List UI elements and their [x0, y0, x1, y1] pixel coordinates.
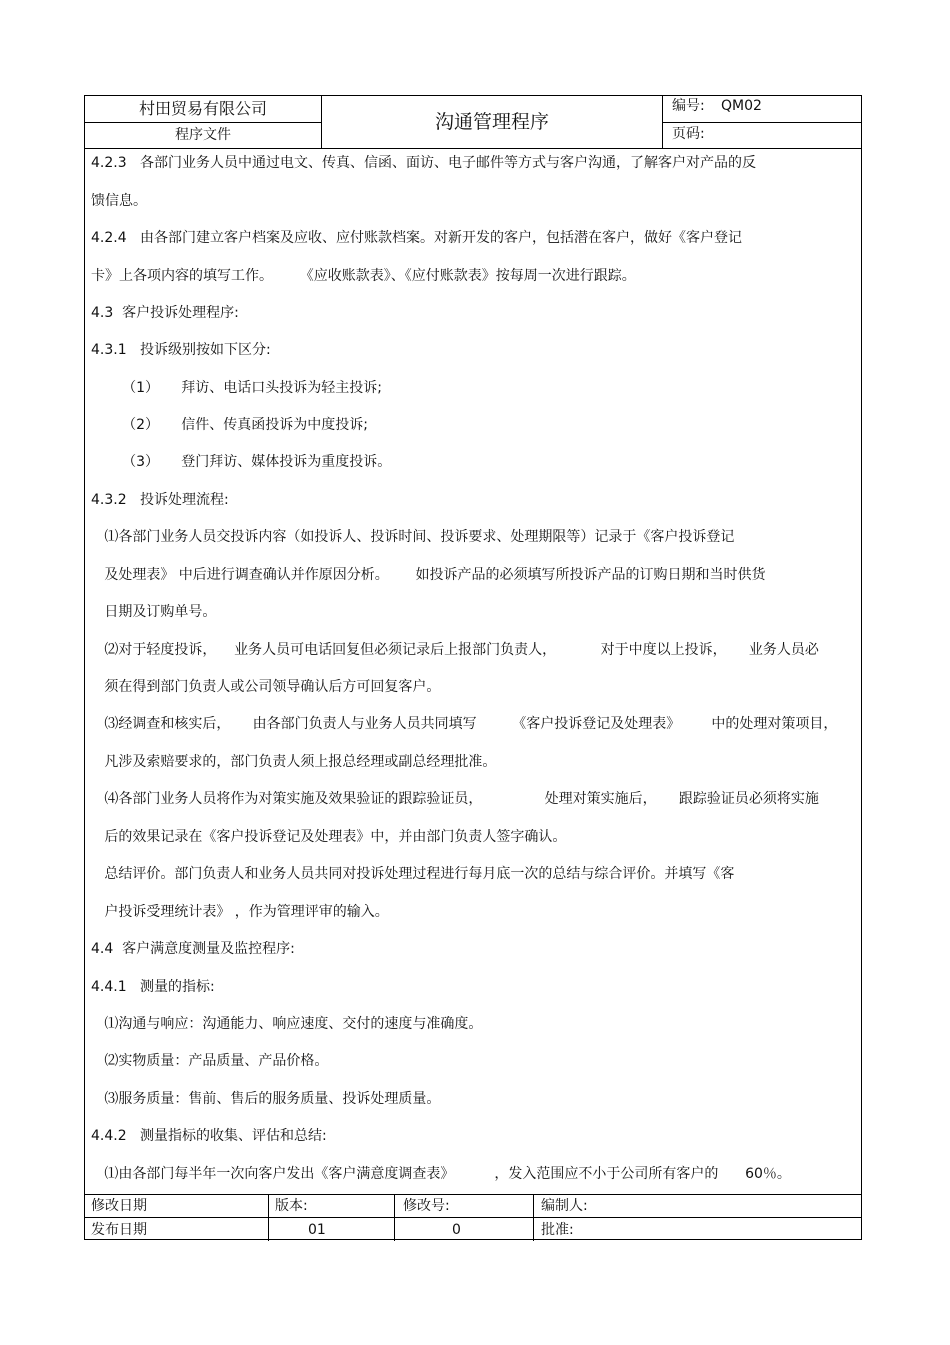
- body-line: ⑴各部门业务人员交投诉内容（如投诉人、投诉时间、投诉要求、处理期限等）记录于《客户投诉登记: [91, 529, 735, 545]
- body-line: 4.2.4 由各部门建立客户档案及应收、应付账款档案。对新开发的客户，包括潜在客户，做好《客户登记: [91, 230, 742, 246]
- body-line: 4.3.2 投诉处理流程:: [91, 492, 229, 508]
- document-header: [85, 96, 861, 149]
- editor-label: 编制人:: [541, 1198, 588, 1214]
- body-line: 后的效果记录在《客户投诉登记及处理表》中，并由部门负责人签字确认。: [91, 829, 567, 845]
- body-line: 卡》上各项内容的填写工作。 《应收账款表》、《应付账款表》按每周一次进行跟踪。: [91, 268, 636, 284]
- body-line: 4.4.1 测量的指标:: [91, 979, 215, 995]
- body-line: 4.4 客户满意度测量及监控程序:: [91, 941, 295, 957]
- code-value: QM02: [721, 98, 762, 114]
- body-line: ⑵对于轻度投诉， 业务人员可电话回复但必须记录后上报部门负责人， 对于中度以上投诉， 业务人员必: [91, 642, 819, 658]
- body-line: 户投诉受理统计表》 ，作为管理评审的输入。: [91, 904, 389, 920]
- code-label: 编号:: [672, 98, 705, 114]
- rev-value: 0: [452, 1222, 461, 1238]
- body-line: 4.4.2 测量指标的收集、评估和总结:: [91, 1128, 327, 1144]
- doc-type: 程序文件: [175, 127, 231, 143]
- rev-label: 修改号:: [403, 1198, 450, 1214]
- body-line: 及处理表》 中后进行调查确认并作原因分析。 如投诉产品的必须填写所投诉产品的订购日期和当时供货: [91, 567, 766, 583]
- document-footer: [85, 1194, 861, 1241]
- body-line: 4.3.1 投诉级别按如下区分:: [91, 342, 271, 358]
- body-line: ⑴由各部门每半年一次向客户发出《客户满意度调查表》 ，发入范围应不小于公司所有客户的 60％。: [91, 1166, 791, 1182]
- body-line: ⑶经调查和核实后， 由各部门负责人与业务人员共同填写 《客户投诉登记及处理表》 中的处理对策项目，: [91, 716, 838, 732]
- pub-date-label: 发布日期: [91, 1222, 147, 1238]
- body-line: 馈信息。: [91, 193, 147, 209]
- body-line: ⑶服务质量：售前、售后的服务质量、投诉处理质量。: [91, 1091, 441, 1107]
- approve-label: 批准:: [541, 1222, 574, 1238]
- body-line: 4.2.3 各部门业务人员中通过电文、传真、信函、面访、电子邮件等方式与客户沟通，了解客户对产品的反: [91, 155, 756, 171]
- body-line: 须在得到部门负责人或公司领导确认后方可回复客户。: [91, 679, 441, 695]
- body-line: 凡涉及索赔要求的，部门负责人须上报总经理或副总经理批准。: [91, 754, 497, 770]
- document-title: 沟通管理程序: [434, 111, 549, 133]
- body-line: 日期及订购单号。: [91, 604, 217, 620]
- company-name: 村田贸易有限公司: [138, 99, 267, 118]
- body-line: （3） 登门拜访、媒体投诉为重度投诉。: [91, 454, 392, 470]
- body-line: ⑴沟通与响应：沟通能力、响应速度、交付的速度与准确度。: [91, 1016, 483, 1032]
- body-line: （2） 信件、传真函投诉为中度投诉;: [91, 417, 369, 433]
- page-label: 页码:: [672, 126, 705, 142]
- version-label: 版本:: [275, 1198, 308, 1214]
- version-value: 01: [308, 1222, 326, 1238]
- body-line: 总结评价。部门负责人和业务人员共同对投诉处理过程进行每月底一次的总结与综合评价。并填写《客: [91, 866, 735, 882]
- mod-date-label: 修改日期: [91, 1198, 147, 1214]
- body-line: ⑷各部门业务人员将作为对策实施及效果验证的跟踪验证员， 处理对策实施后， 跟踪验证员必须将实施: [91, 791, 819, 807]
- body-line: ⑵实物质量：产品质量、产品价格。: [91, 1053, 329, 1069]
- document-page: [84, 95, 862, 1240]
- body-line: （1） 拜访、电话口头投诉为轻主投诉;: [91, 380, 383, 396]
- body-line: 4.3 客户投诉处理程序:: [91, 305, 239, 321]
